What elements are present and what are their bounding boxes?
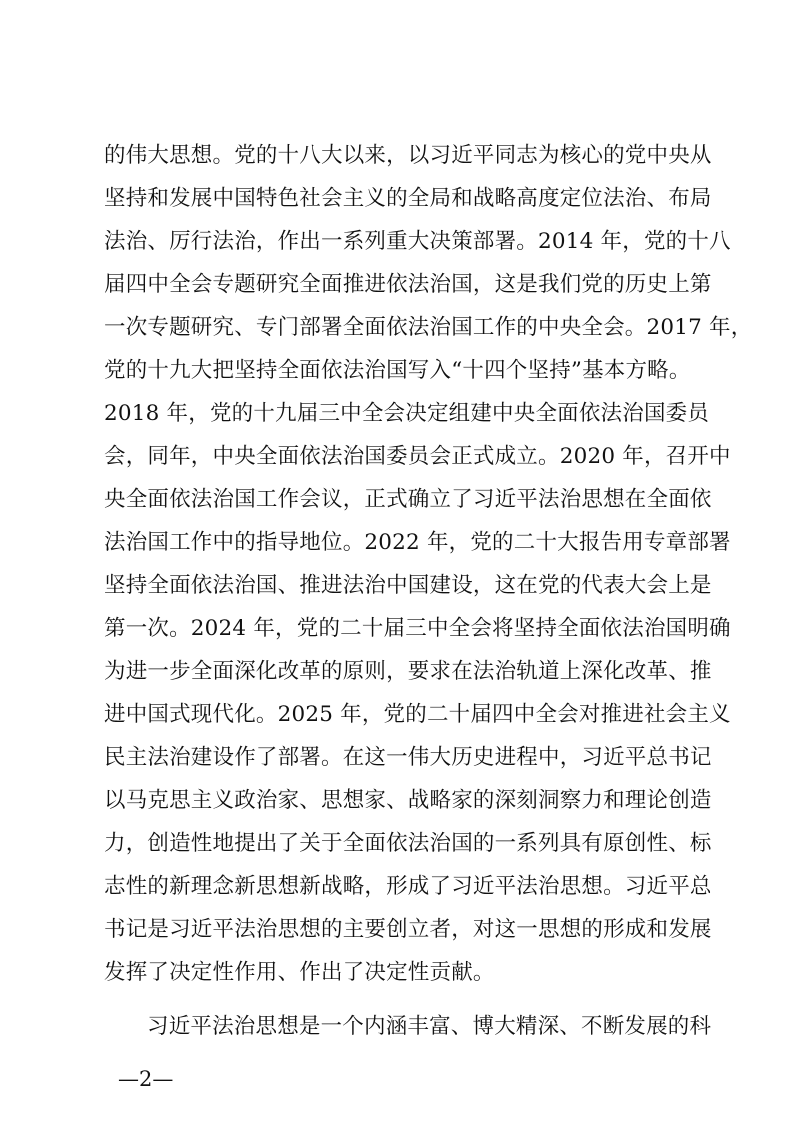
body-text-line: 书记是习近平法治思想的主要创立者，对这一思想的形成和发展 xyxy=(104,917,712,942)
body-text-line: 民主法治建设作了部署。在这一伟大历史进程中，习近平总书记 xyxy=(104,745,712,770)
body-text-line: 志性的新理念新思想新战略，形成了习近平法治思想。习近平总 xyxy=(104,874,712,899)
body-text-line: 坚持和发展中国特色社会主义的全局和战略高度定位法治、布局 xyxy=(104,186,712,211)
page-number: —2— xyxy=(118,1067,174,1091)
body-text-line: 第一次。2024 年，党的二十届三中全会将坚持全面依法治国明确 xyxy=(104,616,731,641)
body-text-line: 以马克思主义政治家、思想家、战略家的深刻洞察力和理论创造 xyxy=(104,788,712,813)
body-text-line: 法治国工作中的指导地位。2022 年，党的二十大报告用专章部署 xyxy=(104,530,731,555)
body-text-line: 会，同年，中央全面依法治国委员会正式成立。2020 年，召开中 xyxy=(104,444,731,469)
body-text-line: 届四中全会专题研究全面推进依法治国，这是我们党的历史上第 xyxy=(104,272,712,297)
body-text-line: 进中国式现代化。2025 年，党的二十届四中全会对推进社会主义 xyxy=(104,702,731,727)
body-text-line: 2018 年，党的十九届三中全会决定组建中央全面依法治国委员 xyxy=(104,401,710,426)
body-text-line: 法治、厉行法治，作出一系列重大决策部署。2014 年，党的十八 xyxy=(104,229,731,254)
body-text-line: 党的十九大把坚持全面依法治国写入“十四个坚持”基本方略。 xyxy=(104,358,691,383)
body-text-line: 发挥了决定性作用、作出了决定性贡献。 xyxy=(104,960,495,985)
body-text-line: 央全面依法治国工作会议，正式确立了习近平法治思想在全面依 xyxy=(104,487,712,512)
body-text-line: 力，创造性地提出了关于全面依法治国的一系列具有原创性、标 xyxy=(104,831,712,856)
body-text-line: 的伟大思想。党的十八大以来，以习近平同志为核心的党中央从 xyxy=(104,143,712,168)
body-text-line: 一次专题研究、专门部署全面依法治国工作的中央全会。2017 年， xyxy=(104,315,753,340)
body-text-line: 为进一步全面深化改革的原则，要求在法治轨道上深化改革、推 xyxy=(104,659,712,684)
body-text-line: 坚持全面依法治国、推进法治中国建设，这在党的代表大会上是 xyxy=(104,573,712,598)
paragraph-start-line: 习近平法治思想是一个内涵丰富、博大精深、不断发展的科 xyxy=(147,1014,712,1039)
